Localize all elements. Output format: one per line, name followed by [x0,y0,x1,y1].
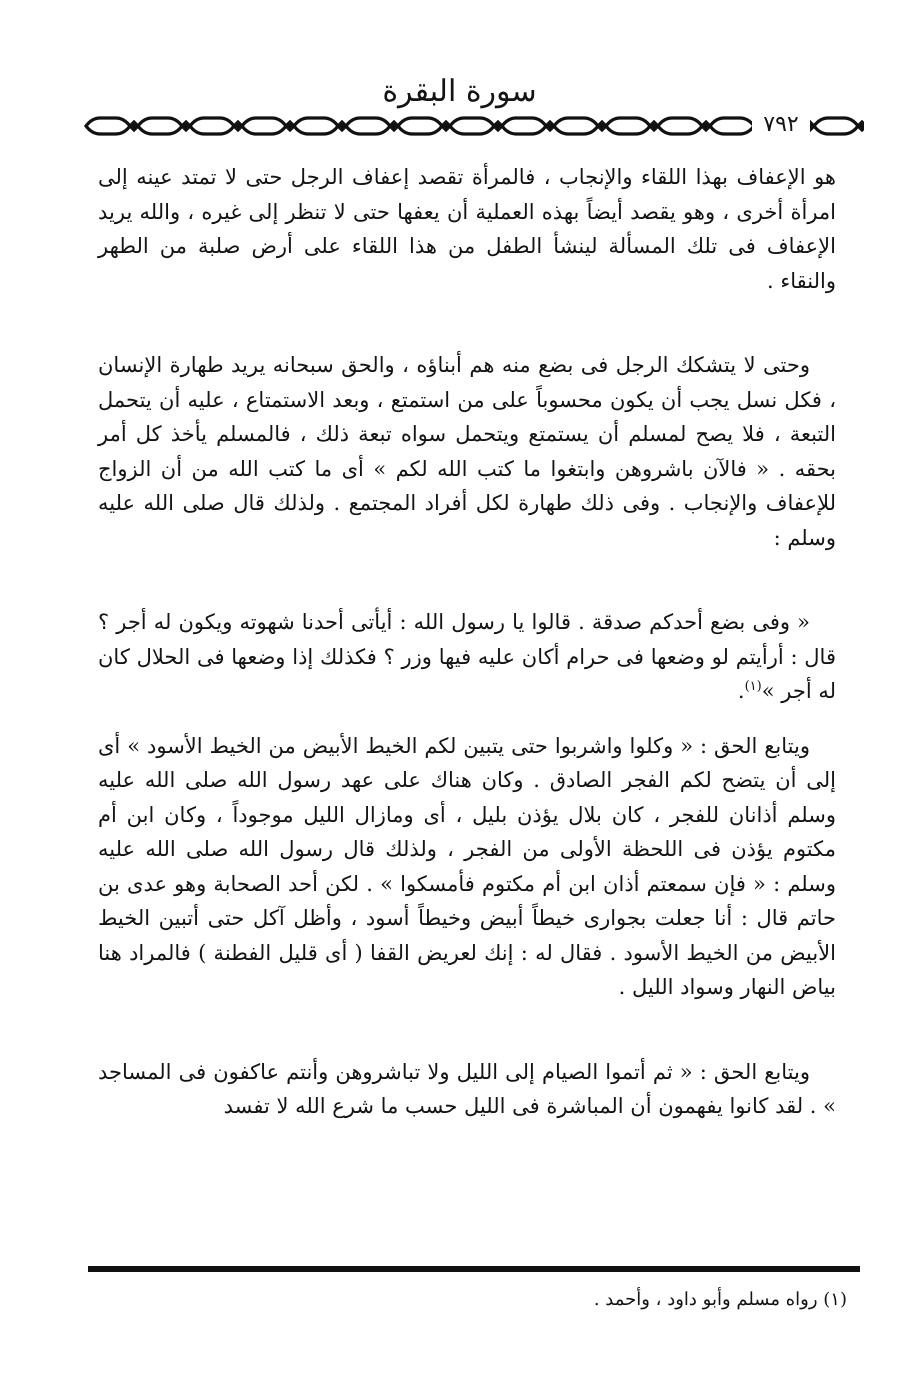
ornament-link [346,118,390,134]
body-text [98,160,836,1124]
ornament-link [450,118,494,134]
ornament-link [658,118,702,134]
ornament-diamond [858,122,864,130]
ornament-link [86,118,130,134]
paragraph-5: ويتابع الحق : « ثم أتموا الصيام إلى الليل ولا تباشروهن وأنتم عاكفون فى المساجد » . لقد كانوا يفهمون أن المباشرة فى الليل حسب ما شرع الله لا تفسد [98,1059,836,1118]
paragraph-4: ويتابع الحق : « وكلوا واشربوا حتى يتبين لكم الخيط الأبيض من الخيط الأسود » أى إلى أن يتضح لكم الفجر الصادق . وكان هناك على عهد رسول الله صلى الله عليه وسلم أذانان للفجر ، كان بلال يؤذن بليل ، أى ومازال الليل موجوداً ، وكان ابن أم مكتوم يؤذن فى اللحظة الأولى من الفجر ، ولذلك قال رسول الله صلى الله عليه وسلم : « فإن سمعتم أذان ابن أم مكتوم فأمسكوا » . لكن أحد الصحابة وهو عدى بن حاتم قال : أنا جعلت بجوارى خيطاً أبيض وخيطاً أسود ، وأظل آكل حتى أتبين الخيط الأبيض من الخيط الأسود . فقال له : إنك لعريض القفا ( أى قليل الفطنة ) فالمراد هنا بياض النهار وسواد الليل . [98,733,836,999]
ornament-link [398,118,442,134]
footnote-divider [88,1266,860,1272]
ornament-link [294,118,338,134]
ornament-link [554,118,598,134]
header-ornament-border [84,112,864,140]
ornament-link [242,118,286,134]
ornament-link [138,118,182,134]
ornament-link [710,118,754,134]
page-number: ٧٩٢ [752,110,810,140]
ornament-link [190,118,234,134]
footnote: (١) رواه مسلم وأبو داود ، وأحمد . [593,1289,847,1310]
paragraph-1: هو الإعفاف بهذا اللقاء والإنجاب ، فالمرأة تقصد إعفاف الرجل حتى لا تمتد عينه إلى امرأة أخرى ، وهو يقصد أيضاً بهذه العملية أن يعفها حتى لا تنظر إلى غيره ، والله يريد الإعفاف فى تلك المسألة لينشأ الطفل من هذا اللقاء على أرض صلبة من الطهر والنقاء . [98,165,836,293]
paragraph-3-hadith [98,605,836,709]
surah-title: سورة البقرة [382,74,537,109]
hadith-text: « وفى بضع أحدكم صدقة . قالوا يا رسول الله : أيأتى أحدنا شهوته ويكون له أجر ؟ قال : أرأيتم لو وضعها فى حرام أكان عليه فيها وزر ؟ فكذلك إذا وضعها فى الحلال كان له أجر » [98,610,836,703]
ornament-link [814,118,858,134]
paragraph-2: وحتى لا يتشكك الرجل فى بضع منه هم أبناؤه ، والحق سبحانه يريد طهارة الإنسان ، فكل نسل يجب أن يكون محسوباً على من استمتع ، وبعد الاستمتاع ، عليه أن يتحمل التبعة ، فلا يصح لمسلم أن يستمتع ويتحمل سواه تبعة ذلك ، فالمسلم يأخذ كل أمر بحقه . « فالآن باشروهن وابتغوا ما كتب الله لكم » أى ما كتب الله من أن الزواج للإعفاف والإنجاب . وفى ذلك طهارة لكل أفراد المجتمع . ولذلك قال صلى الله عليه وسلم : [98,353,836,550]
ornament-link [502,118,546,134]
footnote-reference: (١) [744,679,762,694]
ornament-link [606,118,650,134]
hadith-end: . [737,679,745,703]
